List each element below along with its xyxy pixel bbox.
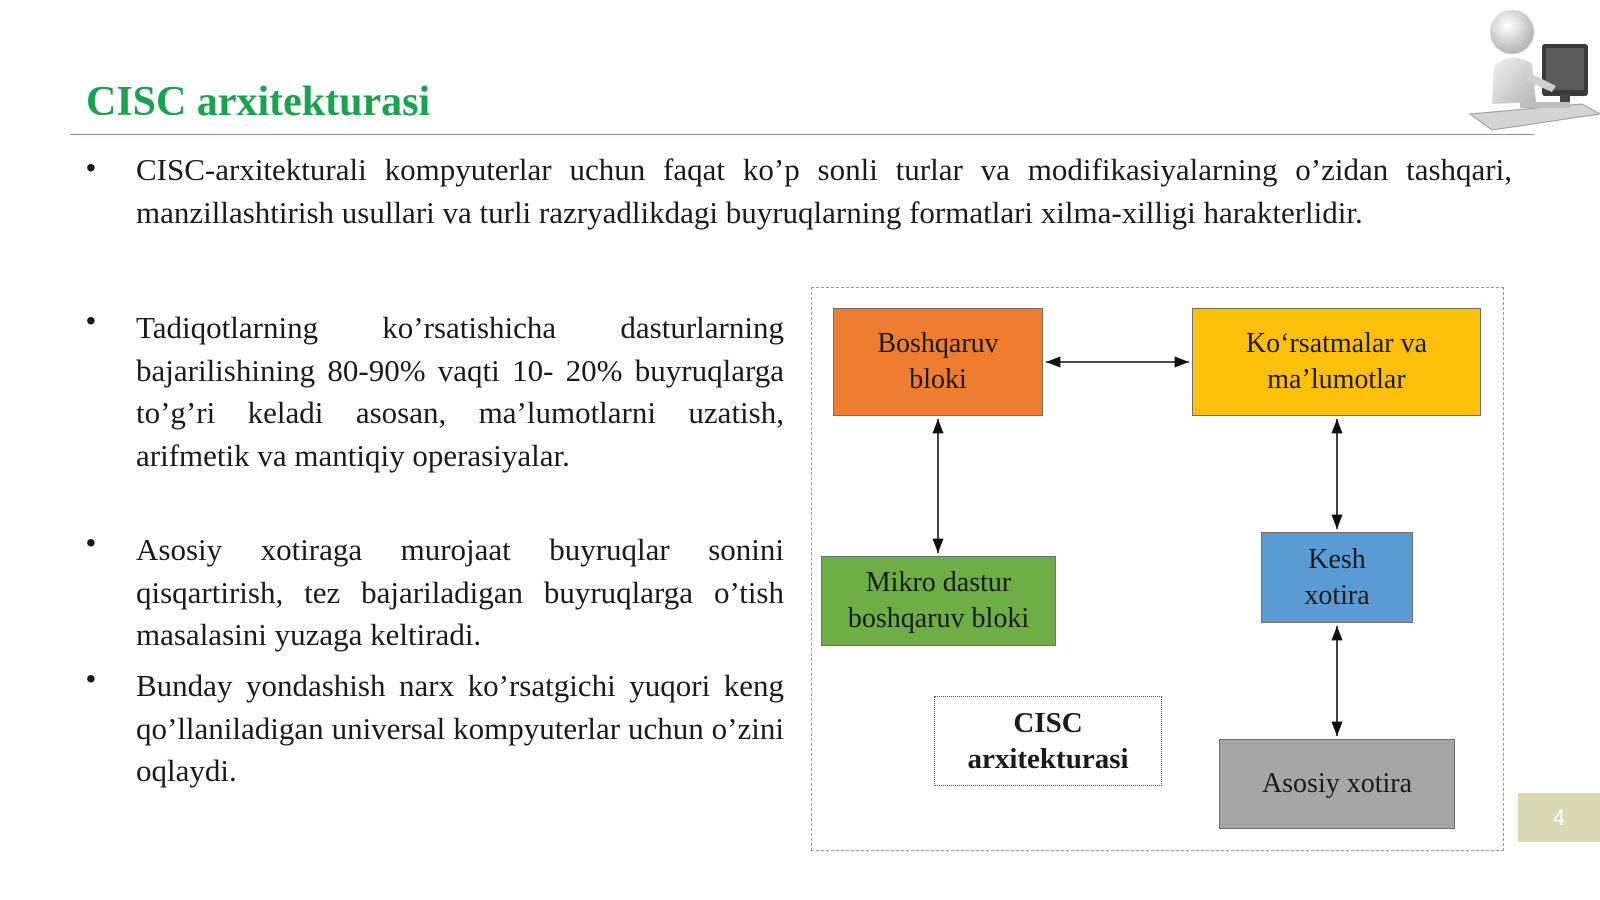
bullet-marker: • <box>86 152 96 183</box>
slide-title: CISC arxitekturasi <box>86 79 431 125</box>
page-number-badge: 4 <box>1518 793 1600 842</box>
node-control-unit-line1: Boshqaruv <box>877 328 999 359</box>
bullet-item <box>86 663 784 793</box>
node-instructions-data-line1: Koʻrsatmalar va <box>1245 328 1428 359</box>
bullet-marker: • <box>86 663 96 694</box>
bullet-text: CISC-arxitekturali kompyuterlar uchun faqat ko’p sonli turlar va modifikasiyalarning o’zidan tashqari, manzillashtirish usullari va turli razryadlikdagi buyruqlarning formatlari xilma-xilligi harakterlidir. <box>136 152 1512 230</box>
bullet-marker: • <box>86 527 96 558</box>
title-divider <box>70 134 1534 135</box>
node-main-memory <box>1219 739 1455 829</box>
bullet-item <box>86 527 784 657</box>
bullet-marker: • <box>86 305 96 336</box>
bullet-item <box>86 305 784 477</box>
bullet-text: Tadiqotlarning ko’rsatishicha dasturlarning bajarilishining 80-90% vaqti 10- 20% buyruqlarga to’g’ri keladi asosan, ma’lumotlarni uzatish, arifmetik va mantiqiy operasiyalar. <box>136 310 784 473</box>
person-at-computer-icon <box>1462 6 1600 132</box>
bullet-text: Bunday yondashish narx ko’rsatgichi yuqori keng qo’llaniladigan universal kompyuterlar uchun o’zini oqlaydi. <box>136 668 784 788</box>
node-instructions-data <box>1192 308 1481 416</box>
node-instructions-data-line2: maʼlumotlar <box>1267 364 1406 395</box>
node-cache-memory-line1: Kesh <box>1308 543 1366 575</box>
node-microprogram-control-line1: Mikro dastur <box>865 567 1012 598</box>
node-main-memory-label: Asosiy xotira <box>1261 768 1413 799</box>
bullet-item <box>86 149 1512 234</box>
node-microprogram-control-line2: boshqaruv bloki <box>847 603 1030 634</box>
diagram-caption-line1: CISC <box>1013 707 1083 739</box>
node-microprogram-control <box>821 556 1056 646</box>
node-control-unit <box>833 308 1043 416</box>
diagram-caption <box>934 696 1162 786</box>
node-cache-memory-line2: xotira <box>1304 579 1370 611</box>
diagram-caption-line2: arxitekturasi <box>967 743 1129 775</box>
node-control-unit-line2: bloki <box>909 364 967 395</box>
node-cache-memory <box>1261 532 1413 623</box>
bullet-text: Asosiy xotiraga murojaat buyruqlar sonini qisqartirish, tez bajariladigan buyruqlarga o’tish masalasini yuzaga keltiradi. <box>136 532 784 652</box>
